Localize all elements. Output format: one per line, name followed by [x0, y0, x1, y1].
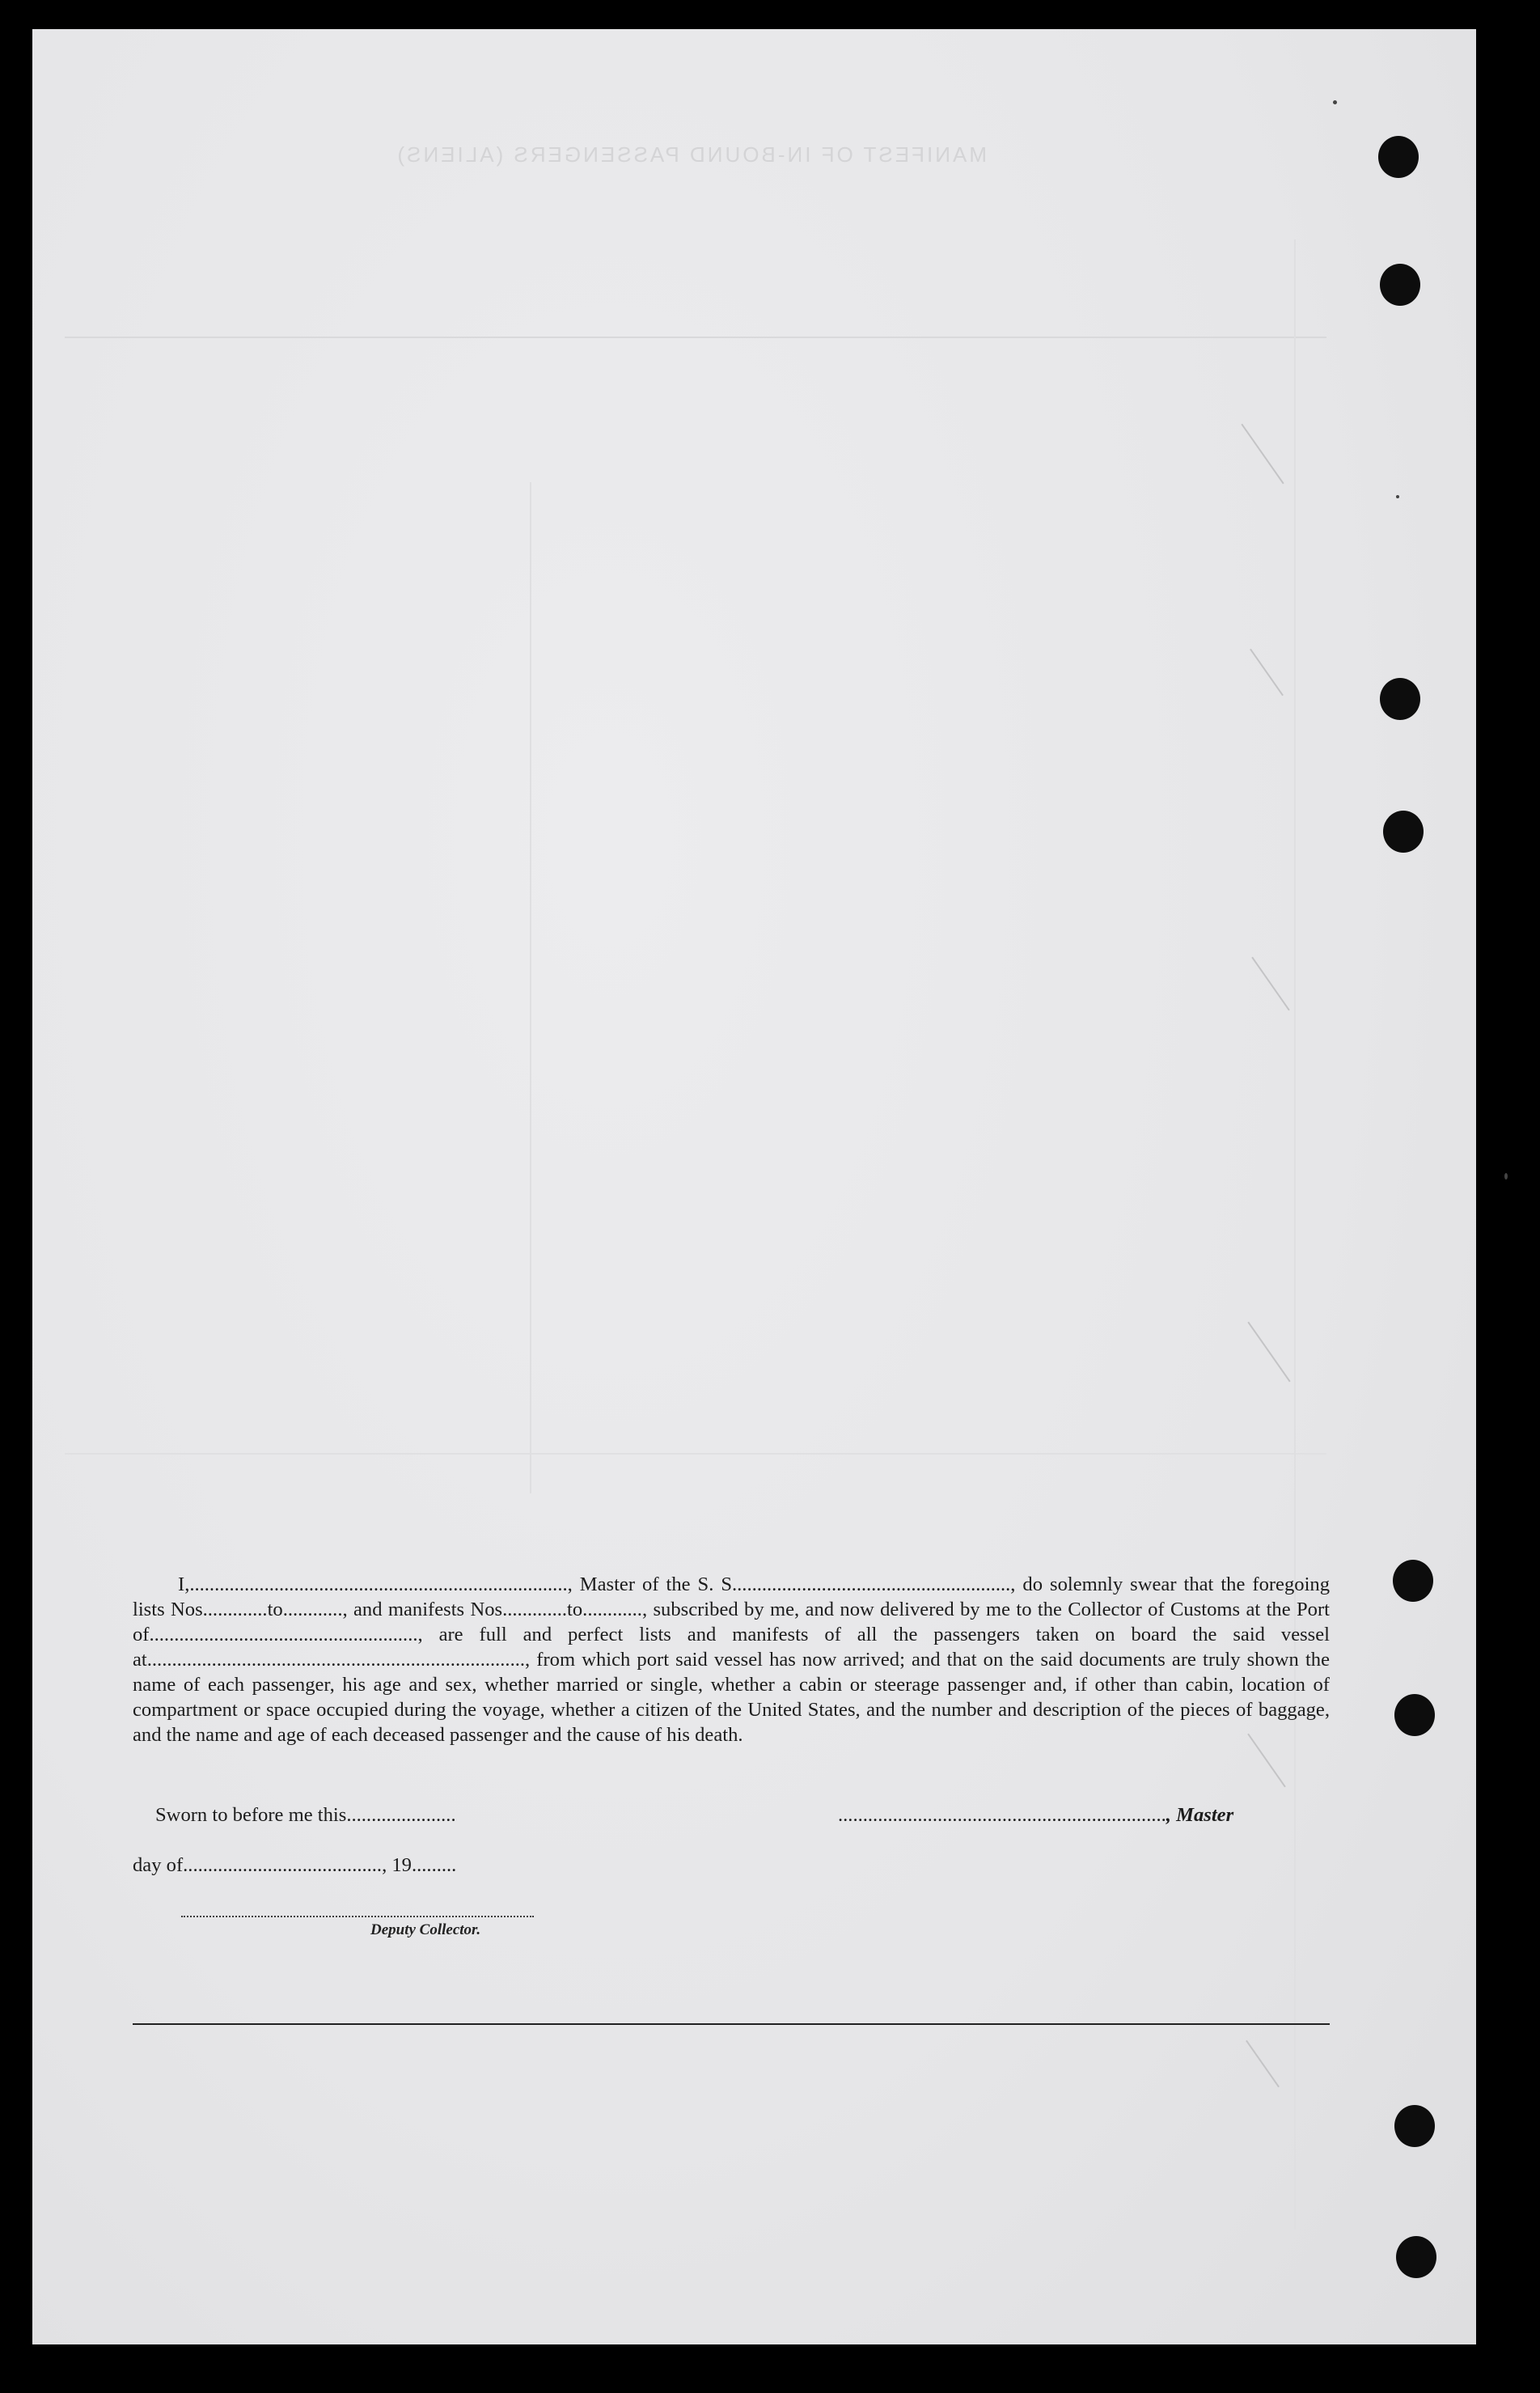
- oath-text: I,............................................................................, Master of the S. S........................................................, do solemnly swear that the foregoing lists Nos.............to............, and manifests Nos.............to............, subscribed by me, and now delivered by me to the Collector of Customs at the Port of......................................................, are full and perfect lists and manifests of all the passengers taken on board the said vessel at............................................................................, from which port said vessel has now arrived; and that on the said documents are truly shown the name of each passenger, his age and sex, whether married or single, whether a cabin or steerage passenger and, if other than cabin, location of compartment or space occupied during the voyage, whether a citizen of the United States, and the number and description of the pieces of baggage, and the name and age of each deceased passenger and the cause of his death.: [133, 1573, 1330, 1746]
- punch-hole: [1383, 811, 1424, 853]
- punch-hole: [1393, 1560, 1433, 1602]
- master-oath-paragraph: [133, 1572, 1330, 1747]
- margin-tick: [1241, 424, 1284, 485]
- margin-tick: [1250, 649, 1284, 696]
- master-label: , Master: [1166, 1804, 1234, 1826]
- margin-tick: [1246, 2040, 1280, 2087]
- deputy-collector-label: Deputy Collector.: [370, 1921, 481, 1938]
- punch-hole: [1380, 264, 1420, 306]
- dust-speck: [1504, 1173, 1508, 1180]
- punch-hole: [1396, 2236, 1436, 2278]
- bleed-through-header: MANIFEST OF IN-BOUND PASSENGERS (ALIENS): [395, 142, 987, 167]
- punch-hole: [1394, 1694, 1435, 1736]
- margin-tick: [1251, 957, 1290, 1011]
- master-signature-line: [838, 1804, 1233, 1827]
- bleed-through-column: [530, 482, 531, 1493]
- sworn-before-line: Sworn to before me this......................: [155, 1804, 456, 1826]
- punch-hole: [1380, 678, 1420, 720]
- day-of-line: day of........................................, 19.........: [133, 1854, 457, 1876]
- punch-hole: [1394, 2105, 1435, 2147]
- dust-speck: [1333, 100, 1337, 104]
- dust-speck: [1396, 495, 1399, 498]
- bleed-through-line: [65, 1453, 1326, 1455]
- margin-tick: [1247, 1322, 1290, 1383]
- manifest-page: [32, 29, 1476, 2344]
- punch-hole: [1378, 136, 1419, 178]
- deputy-signature-line: [181, 1916, 534, 1917]
- master-signature-dots: ..................................................................: [838, 1804, 1166, 1826]
- bleed-through-column: [1294, 239, 1296, 2230]
- horizontal-rule: [133, 2023, 1330, 2025]
- bleed-through-line: [65, 337, 1326, 338]
